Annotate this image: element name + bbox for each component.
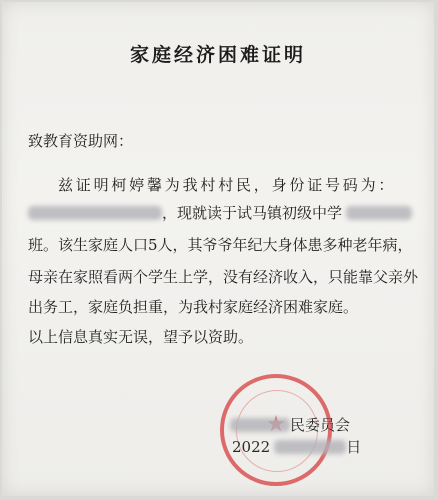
body-line-5: 出务工，家庭负担重，为我村家庭经济困难家庭。 — [28, 298, 359, 316]
date-line — [232, 436, 361, 457]
date-year: 2022 — [232, 438, 271, 456]
body-line-6: 以上信息真实无误，望予以资助。 — [28, 328, 254, 346]
body-line-4: 母亲在家照看两个学生上学，没有经济收入，只能靠父亲外 — [28, 268, 419, 286]
certificate-paper — [2, 2, 434, 496]
body-line-3: 班。该生家庭人口5人，其爷爷年纪大身体患多种老年病， — [28, 236, 413, 254]
signature-suffix: 民委员会 — [290, 416, 351, 434]
redacted-village-name — [230, 418, 290, 432]
redacted-class — [346, 206, 412, 220]
date-suffix: 日 — [346, 438, 362, 456]
redacted-date — [274, 440, 346, 454]
body-line-1: 兹证明柯婷馨为我村村民，身份证号码为： — [58, 176, 397, 194]
salutation: 致教育资助网： — [28, 132, 134, 150]
body-line-2-text: ，现就读于试马镇初级中学 — [162, 204, 343, 222]
body-line-2 — [28, 202, 412, 223]
redacted-id-number — [28, 206, 162, 220]
document-title: 家庭经济困难证明 — [129, 44, 306, 66]
signature-line — [230, 414, 350, 435]
